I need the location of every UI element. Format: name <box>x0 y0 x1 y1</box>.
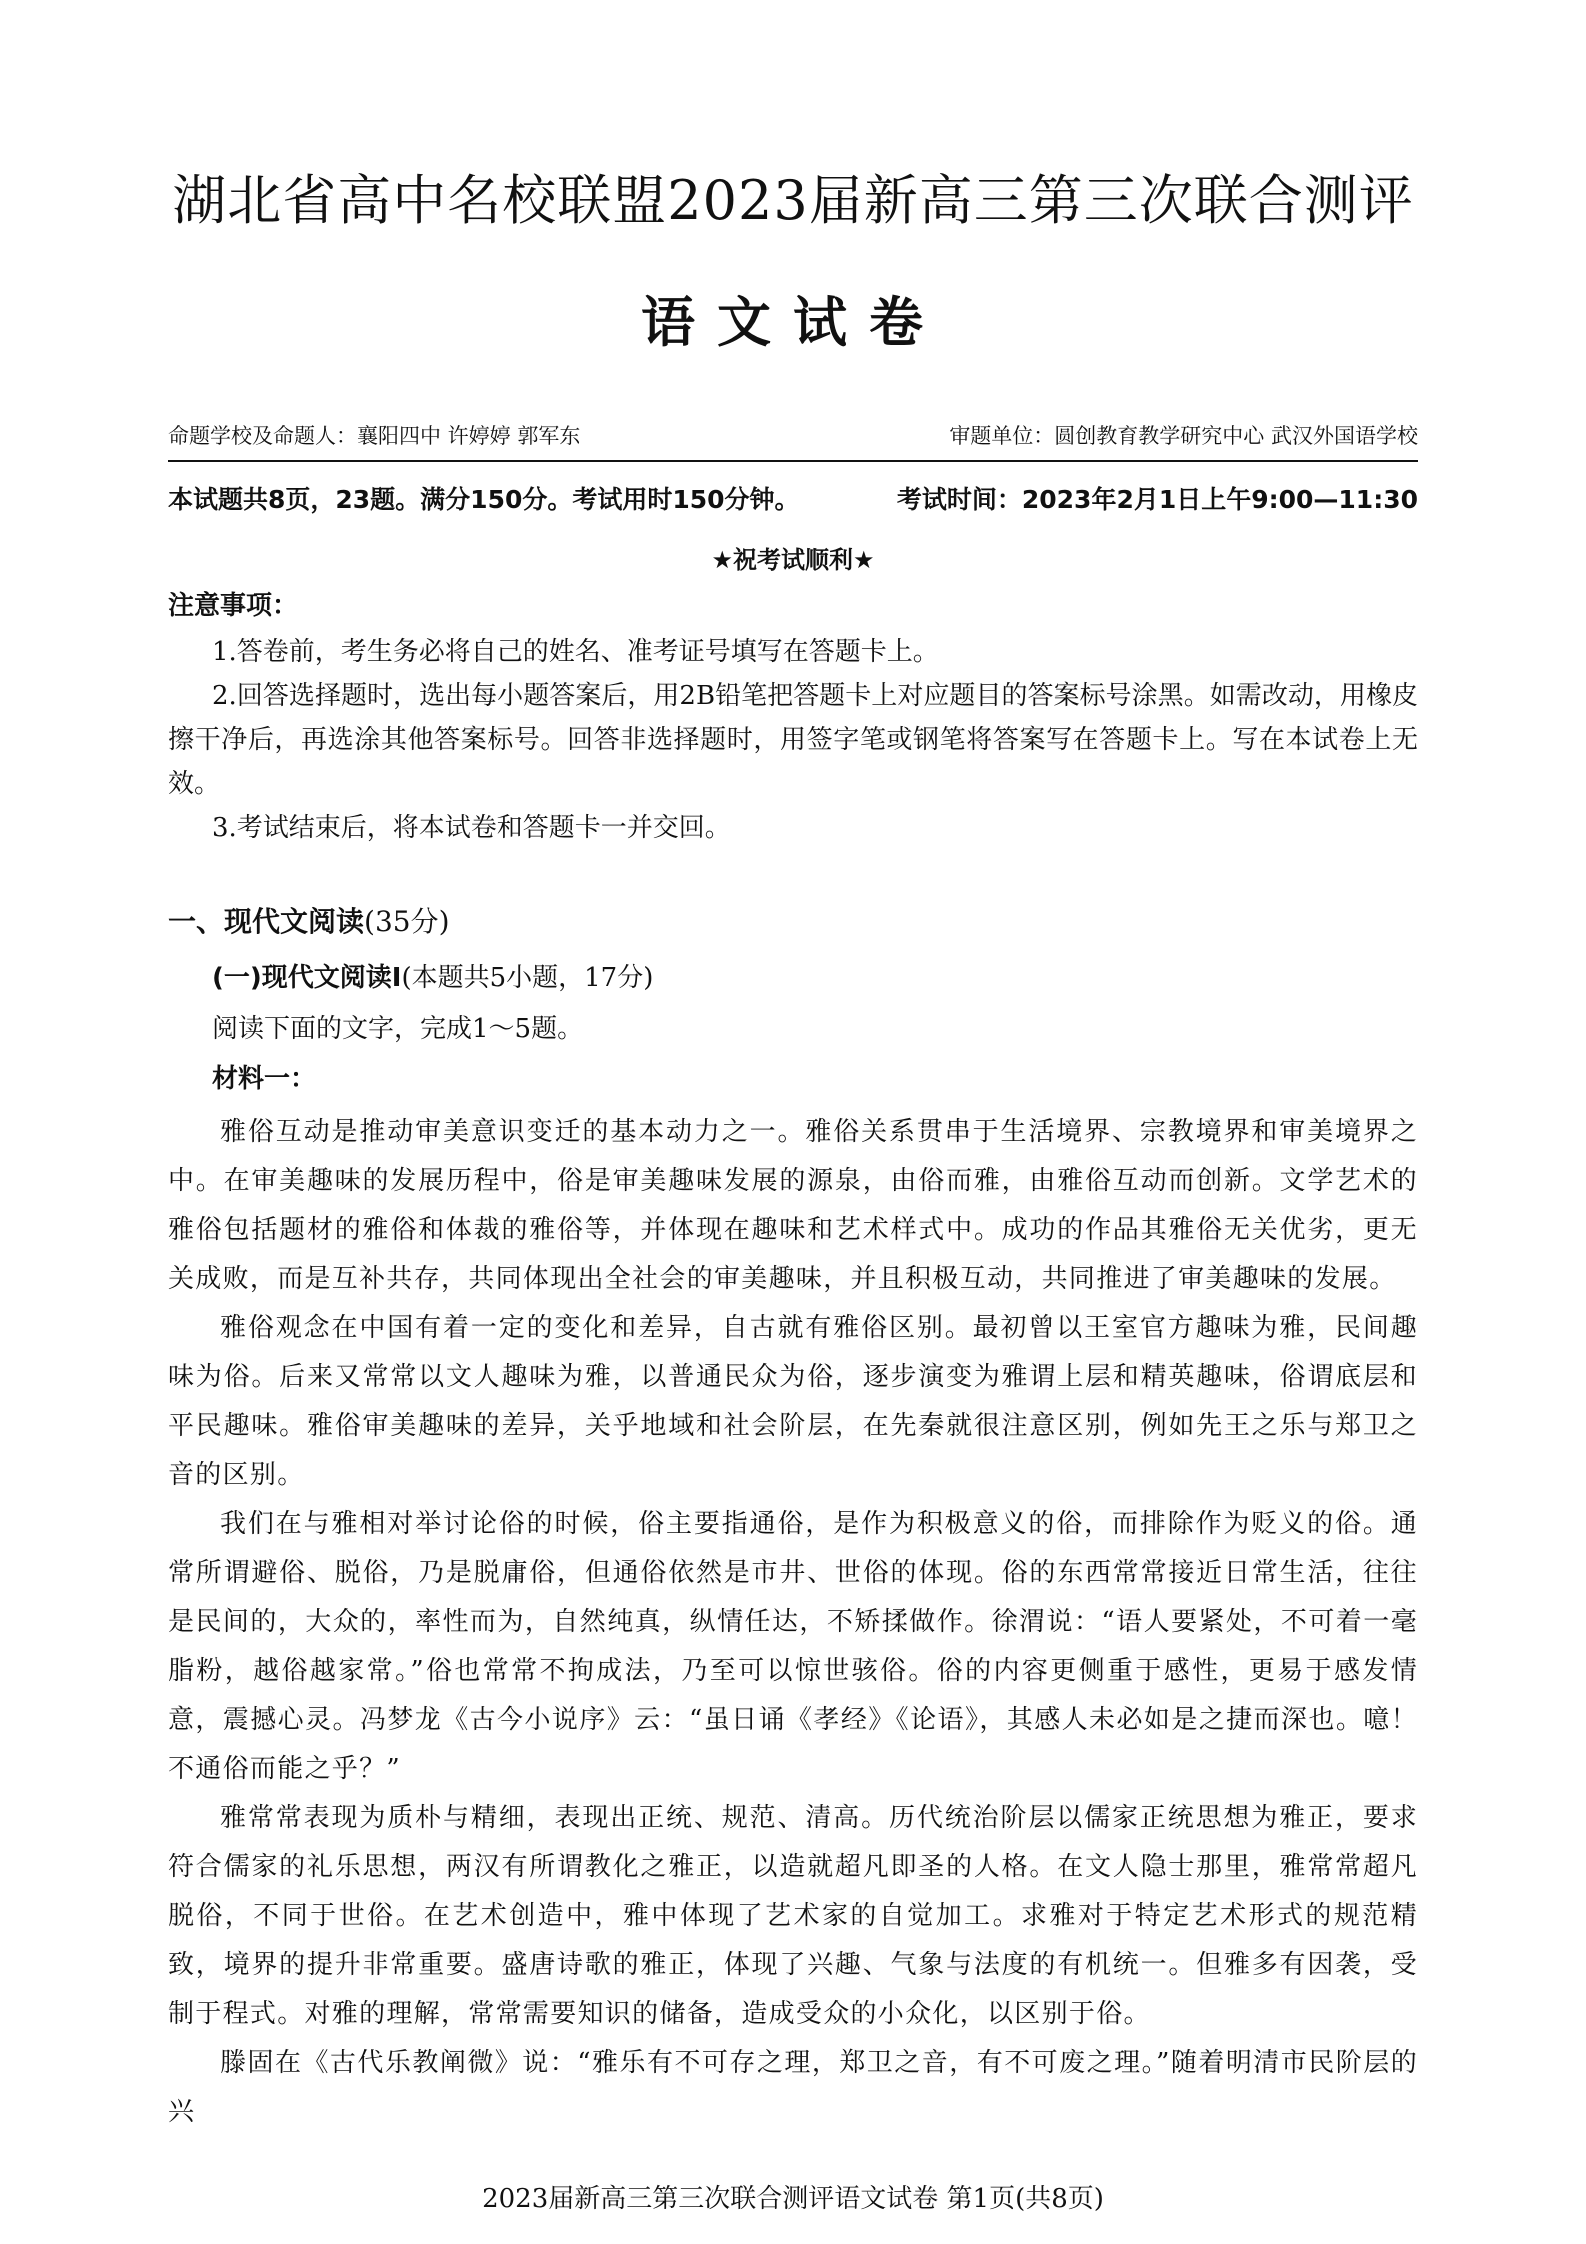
reviewers-text: 审题单位：圆创教育教学研究中心 武汉外国语学校 <box>949 424 1418 448</box>
header-divider <box>168 460 1418 462</box>
section-heading <box>168 900 450 940</box>
good-luck-banner: ★祝考试顺利★ <box>711 546 875 574</box>
notice-item: 2.回答选择题时，选出每小题答案后，用2B铅笔把答题卡上对应题目的答案标号涂黑。如需改动，用橡皮擦干净后，再选涂其他答案标号。回答非选择题时，用签字笔或钢笔将答案写在答题卡上。写在本试卷上无效。 <box>168 681 1418 799</box>
exam-info-row <box>168 480 1418 516</box>
section-points: (35分) <box>364 905 450 938</box>
notice-item: 1.答卷前，考生务必将自己的姓名、准考证号填写在答题卡上。 <box>212 637 939 667</box>
passage-paragraph: 我们在与雅相对举讨论俗的时候，俗主要指通俗，是作为积极意义的俗，而排除作为贬义的俗。通常所谓避俗、脱俗，乃是脱庸俗，但通俗依然是市井、世俗的体现。俗的东西常常接近日常生活，往往是民间的，大众的，率性而为，自然纯真，纵情任达，不矫揉做作。徐渭说：“语人要紧处，不可着一毫脂粉，越俗越家常。”俗也常常不拘成法，乃至可以惊世骇俗。俗的内容更侧重于感性，更易于感发情意，震撼心灵。冯梦龙《古今小说序》云：“虽日诵《孝经》《论语》，其感人未必如是之捷而深也。噫！不通俗而能之乎？” <box>168 1509 1418 1784</box>
exam-info-text: 本试题共8页，23题。满分150分。考试用时150分钟。 <box>168 485 800 514</box>
subsection-title: (一)现代文阅读Ⅰ <box>212 963 402 993</box>
reading-instruction: 阅读下面的文字，完成1～5题。 <box>212 1014 584 1044</box>
page-footer: 2023届新高三第三次联合测评语文试卷 第1页(共8页) <box>482 2184 1104 2214</box>
meta-row <box>168 420 1418 450</box>
authors-text: 命题学校及命题人：襄阳四中 许婷婷 郭军东 <box>168 424 581 448</box>
section-title: 一、现代文阅读 <box>168 905 365 938</box>
notice-item: 3.考试结束后，将本试卷和答题卡一并交回。 <box>212 813 731 843</box>
exam-title: 湖北省高中名校联盟2023届新高三第三次联合测评 <box>172 169 1414 232</box>
passage-paragraph: 雅常常表现为质朴与精细，表现出正统、规范、清高。历代统治阶层以儒家正统思想为雅正，要求符合儒家的礼乐思想，两汉有所谓教化之雅正，以造就超凡即圣的人格。在文人隐士那里，雅常常超凡脱俗，不同于世俗。在艺术创造中，雅中体现了艺术家的自觉加工。求雅对于特定艺术形式的规范精致，境界的提升非常重要。盛唐诗歌的雅正，体现了兴趣、气象与法度的有机统一。但雅多有因袭，受制于程式。对雅的理解，常常需要知识的储备，造成受众的小众化，以区别于俗。 <box>168 1803 1418 2029</box>
exam-subtitle: 语文试卷 <box>641 291 945 354</box>
material-label: 材料一： <box>212 1064 317 1094</box>
notice-heading: 注意事项： <box>168 591 299 621</box>
notice-list <box>168 630 1418 850</box>
exam-time-text: 考试时间：2023年2月1日上午9:00—11:30 <box>896 485 1418 514</box>
subsection-points: (本题共5小题，17分) <box>401 963 654 993</box>
passage <box>168 1108 1418 2137</box>
passage-paragraph: 雅俗互动是推动审美意识变迁的基本动力之一。雅俗关系贯串于生活境界、宗教境界和审美境界之中。在审美趣味的发展历程中，俗是审美趣味发展的源泉，由俗而雅，由雅俗互动而创新。文学艺术的雅俗包括题材的雅俗和体裁的雅俗等，并体现在趣味和艺术样式中。成功的作品其雅俗无关优劣，更无关成败，而是互补共存，共同体现出全社会的审美趣味，并且积极互动，共同推进了审美趣味的发展。 <box>168 1117 1418 1294</box>
passage-paragraph: 滕固在《古代乐教阐微》说：“雅乐有不可存之理，郑卫之音，有不可废之理。”随着明清市民阶层的兴 <box>168 2048 1418 2127</box>
passage-paragraph: 雅俗观念在中国有着一定的变化和差异，自古就有雅俗区别。最初曾以王室官方趣味为雅，民间趣味为俗。后来又常常以文人趣味为雅，以普通民众为俗，逐步演变为雅谓上层和精英趣味，俗谓底层和平民趣味。雅俗审美趣味的差异，关乎地域和社会阶层，在先秦就很注意区别，例如先王之乐与郑卫之音的区别。 <box>168 1313 1418 1490</box>
subsection-heading <box>212 957 653 994</box>
